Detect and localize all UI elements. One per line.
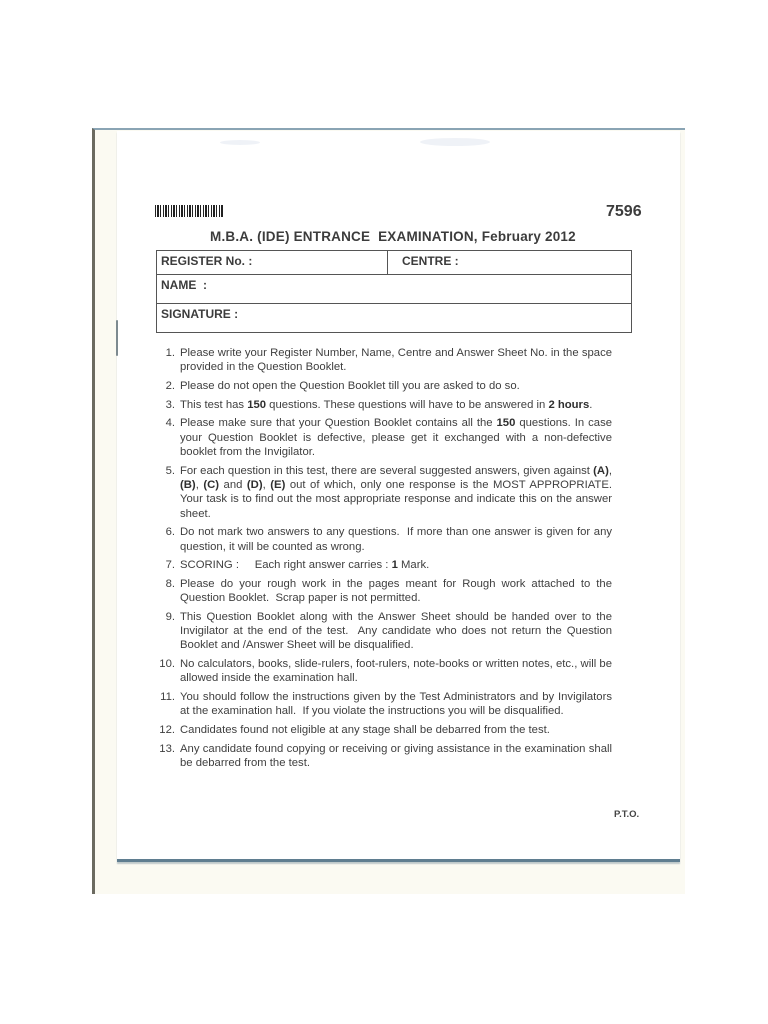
instruction-text <box>180 525 616 554</box>
instruction-number: 11. <box>160 691 175 704</box>
centre-label: CENTRE : <box>402 254 459 268</box>
instructions-list <box>150 346 619 775</box>
instruction-number: 12. <box>159 724 175 737</box>
instruction-number: 3. <box>165 398 175 411</box>
text-segment: Please do not open the Question Booklet till you are asked to do so. <box>180 379 520 392</box>
text-segment: No calculators, books, slide-rulers, foot-rulers, note-books or written notes, etc., will be allowed inside the examination hall. <box>180 658 616 685</box>
instruction-text <box>180 464 619 521</box>
instruction-text <box>180 723 612 737</box>
instruction-number: 10. <box>159 658 175 671</box>
instruction-number: 2. <box>165 379 175 392</box>
emphasis-text: (C) <box>203 478 220 491</box>
instruction-number: 8. <box>165 577 175 590</box>
instruction-item <box>150 723 612 737</box>
text-segment: For each question in this test, there are several suggested answers, given against <box>180 464 594 477</box>
signature-label: SIGNATURE : <box>161 307 239 321</box>
instruction-item <box>150 379 612 393</box>
text-segment: Do not mark two answers to any questions. If more than one answer is given for any question, it will be counted as wrong. <box>180 526 616 553</box>
instruction-item <box>150 657 616 686</box>
emphasis-text: (D) <box>246 478 263 491</box>
emphasis-text: 1 <box>391 559 398 572</box>
text-segment: and <box>219 478 247 491</box>
emphasis-text: (A) <box>593 464 609 477</box>
emphasis-text: (E) <box>270 478 286 491</box>
emphasis-text: 150 <box>247 398 267 411</box>
text-segment: SCORING : Each right answer carries : <box>180 559 392 572</box>
instruction-text <box>180 346 616 375</box>
instruction-item <box>150 690 616 719</box>
instruction-text <box>180 690 616 719</box>
instruction-text <box>180 577 616 606</box>
instruction-number: 13. <box>159 742 175 755</box>
binding-mark <box>116 320 118 356</box>
instruction-item <box>150 346 616 375</box>
scan-smudge <box>220 140 260 145</box>
register-number-field[interactable] <box>157 251 388 275</box>
name-field[interactable] <box>157 275 632 304</box>
instruction-item <box>150 610 616 653</box>
booklet-code: 7596 <box>606 203 642 220</box>
register-number-label: REGISTER No. : <box>161 254 253 268</box>
text-segment: Mark. <box>397 559 430 572</box>
instruction-text <box>180 379 612 393</box>
text-segment: This test has <box>180 398 248 411</box>
signature-field[interactable] <box>157 304 632 333</box>
text-segment: Please do your rough work in the pages meant for Rough work attached to the Question Booklet. Scrap paper is not permitted. <box>180 577 616 605</box>
instruction-item <box>150 577 616 606</box>
exam-title: M.B.A. (IDE) ENTRANCE EXAMINATION, February 2012 <box>210 229 576 244</box>
instruction-text <box>180 657 616 686</box>
instruction-text <box>180 558 612 572</box>
instruction-item <box>150 416 616 459</box>
pto-note: P.T.O. <box>614 809 640 820</box>
instruction-text <box>180 416 616 459</box>
emphasis-text: 150 <box>496 417 516 430</box>
scan-smudge <box>420 138 490 146</box>
candidate-info-table <box>156 250 632 333</box>
instruction-number: 1. <box>165 347 175 359</box>
emphasis-text: (B) <box>180 478 196 491</box>
text-segment: questions. These questions will have to be answered in <box>266 398 549 411</box>
text-segment: Any candidate found copying or receiving or giving assistance in the examination shall be debarred from the test. <box>180 742 616 770</box>
instruction-item <box>150 558 612 572</box>
instruction-item <box>150 742 616 771</box>
instruction-number: 5. <box>165 464 175 477</box>
instruction-text <box>180 742 616 771</box>
text-segment: You should follow the instructions given by the Test Administrators and by Invigilators at the examination hall. If you violate the instructions you will be disqualified. <box>180 691 616 718</box>
centre-field[interactable] <box>388 251 632 275</box>
text-segment: Please write your Register Number, Name, Centre and Answer Sheet No. in the space provided in the Question Booklet. <box>180 347 616 374</box>
instruction-number: 9. <box>165 610 175 623</box>
text-segment: questions. In case your Question Booklet is defective, please get it exchanged with a non-defective booklet from the Invigilator. <box>180 417 616 458</box>
instruction-number: 4. <box>165 417 175 430</box>
instruction-text <box>180 398 612 412</box>
instruction-text <box>180 610 616 653</box>
instruction-item <box>150 398 612 412</box>
text-segment: . <box>589 398 593 411</box>
barcode-icon <box>155 205 223 217</box>
text-segment: This Question Booklet along with the Answer Sheet should be handed over to the Invigilator at the end of the test. Any candidate who does not return the Question Booklet and /Answer Sheet will be disqualified. <box>180 610 616 652</box>
instruction-item <box>150 525 616 554</box>
instruction-number: 7. <box>165 559 175 572</box>
emphasis-text: 2 hours <box>548 398 590 411</box>
text-segment: Please make sure that your Question Booklet contains all the <box>180 417 497 430</box>
name-label: NAME : <box>161 278 207 292</box>
text-segment: out of which, only one response is the MOST APPROPRIATE. Your task is to find out the most appropriate response and indicate this on the answer sheet. <box>180 478 619 520</box>
instruction-number: 6. <box>165 526 175 539</box>
instruction-item <box>150 464 619 521</box>
text-segment: Candidates found not eligible at any stage shall be debarred from the test. <box>180 724 550 737</box>
text-segment: , <box>608 464 616 477</box>
text-segment: , <box>262 478 271 491</box>
text-segment: , <box>195 478 204 491</box>
